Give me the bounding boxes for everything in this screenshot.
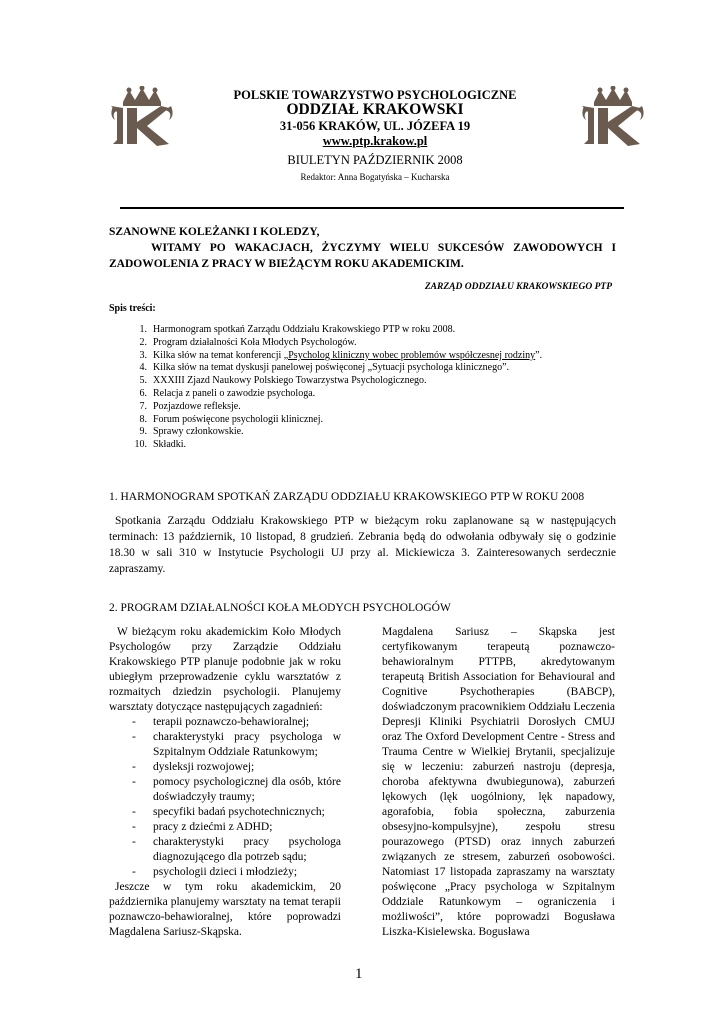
website-link[interactable]: www.ptp.krakow.pl [322,134,428,148]
toc-item[interactable]: 7. Pozjazdowe refleksje. [139,400,241,412]
bulletin-title: BIULETYN PAŹDZIERNIK 2008 [287,153,463,167]
section-2-left-column [109,625,341,940]
list-item: - charakterystyki pracy psychologa diagnozującego dla potrzeb sądu; [132,836,341,863]
table-of-contents [109,324,609,452]
conference-link[interactable]: „Psycholog kliniczny wobec problemów współczesnej rodziny [283,349,536,361]
crown-k-logo-icon [580,86,646,148]
section-2-title: 2. PROGRAM DZIAŁALNOŚCI KOŁA MŁODYCH PSYCHOLOGÓW [109,602,451,614]
toc-item[interactable]: 3. Kilka słów na temat konferencji „Psycholog kliniczny wobec problemów współczesnej rodziny”. [139,349,543,361]
organization-name: POLSKIE TOWARZYSTWO PSYCHOLOGICZNE [233,88,517,102]
page-number: 1 [355,966,363,982]
section-2-right-text: Magdalena Sariusz – Skąpska jest certyfikowanym terapeutą poznawczo-behawioralnym PTTPB, akredytowanym terapeutą British Association for Behavioural and Cognitive Psychotherapies (BABCP), doświadczonym pracownikiem Oddziału Leczenia Depresji Kliniki Psychiatrii Dorosłych CMUJ oraz The Oxford Development Centre - Stress and Trauma Centre w Wielkiej Brytanii, specjalizuje się w leczeniu: zaburzeń nastroju (depresja, choroba afektywna dwubiegunowa), zaburzeń lękowych (lęk uogólniony, lęk napadowy, agorafobia, fobia społeczna, zaburzenia obsesyjno-kompulsyjne), zespołu stresu pourazowego (PTSD) oraz innych zaburzeń związanych ze stresem, zaburzeń osobowości. Natomiast 17 listopada zapraszamy na warsztaty poświęcone „Pracy psychologa w Szpitalnym Oddziale Ratunkowym – ograniczenia i możliwości”, które poprowadzi Bogusława Liszka-Kisielewska. Bogusława [382,626,615,938]
section-1-title: 1. HARMONOGRAM SPOTKAŃ ZARZĄDU ODDZIAŁU KRAKOWSKIEGO PTP W ROKU 2008 [109,491,585,503]
address: 31-056 KRAKÓW, UL. JÓZEFA 19 [279,119,471,133]
section-2-right-column [382,625,615,940]
toc-item[interactable]: 9. Sprawy członkowskie. [139,426,244,438]
list-item: - pomocy psychologicznej dla osób, które doświadczyły traumy; [132,776,341,803]
toc-item[interactable]: 8. Forum poświęcone psychologii klinicznej. [139,413,323,425]
list-item: - pracy z dziećmi z ADHD; [132,821,273,833]
greeting-salutation: SZANOWNE KOLEŻANKI I KOLEDZY, [109,226,320,238]
toc-item[interactable]: 5. XXXIII Zjazd Naukowy Polskiego Towarzystwa Psychologicznego. [139,375,427,387]
list-item: - psychologii dzieci i młodzieży; [132,866,298,878]
toc-item[interactable]: 6. Relacja z paneli o zawodzie psychologa. [139,387,316,399]
toc-item[interactable]: 1. Harmonogram spotkań Zarządu Oddziału Krakowskiego PTP w roku 2008. [139,324,456,335]
section-1-body: Spotkania Zarządu Oddziału Krakowskiego PTP w bieżącym roku zaplanowane są w następujących terminach: 13 październik, 10 listopad, 8 grudzień. Zebrania będą do odwołania odbywały się o godzinie 18.30 w sali 310 w Instytucie Psychologii UJ przy al. Mickiewicza 3. Zainteresowanych serdecznie zapraszamy. [109,515,616,575]
header-divider [120,207,624,209]
branch-name: ODDZIAŁ KRAKOWSKI [286,101,464,118]
section-2-intro: W bieżącym roku akademickim Koło Młodych Psychologów przy Zarządzie Oddziału Krakowskiego PTP planuje podobnie jak w roku ubiegłym przeprowadzenie cyklu warsztatów z rozmaitych dziedzin psychologii. Planujemy warsztaty dotyczące następujących zagadnień: [109,626,341,713]
letterhead [180,88,570,184]
greeting-body: WITAMY PO WAKACJACH, ŻYCZYMY WIELU SUKCESÓW ZAWODOWYCH I ZADOWOLENIA Z PRACY W BIEŻĄCYM ROKU AKADEMICKIM. [109,242,616,270]
crown-k-logo-icon [109,86,175,148]
greeting-signature: ZARZĄD ODDZIAŁU KRAKOWSKIEGO PTP [424,282,612,292]
list-item: - terapii poznawczo-behawioralnej; [132,716,310,728]
toc-item[interactable]: 10. Składki. [134,439,187,451]
list-item: - charakterystyki pracy psychologa w Szpitalnym Oddziale Ratunkowym; [132,731,341,758]
toc-item[interactable]: 2. Program działalności Koła Młodych Psychologów. [139,336,357,348]
toc-item[interactable]: 4. Kilka słów na temat dyskusji panelowej poświęconej „Sytuacji psychologa klinicznego”. [139,362,510,374]
list-item: - specyfiki badań psychotechnicznych; [132,806,325,818]
workshop-list [109,715,341,880]
section-2-outro: Jeszcze w tym roku akademickim, 20 października planujemy warsztaty na temat terapii poznawczo-behawioralnej, które poprowadzi Magdalena Sariusz-Skąpska. [109,881,342,938]
list-item: - dysleksji rozwojowej; [132,761,255,773]
toc-title: Spis treści: [109,303,156,314]
editor-line: Redaktor: Anna Bogatyńska – Kucharska [300,172,450,182]
